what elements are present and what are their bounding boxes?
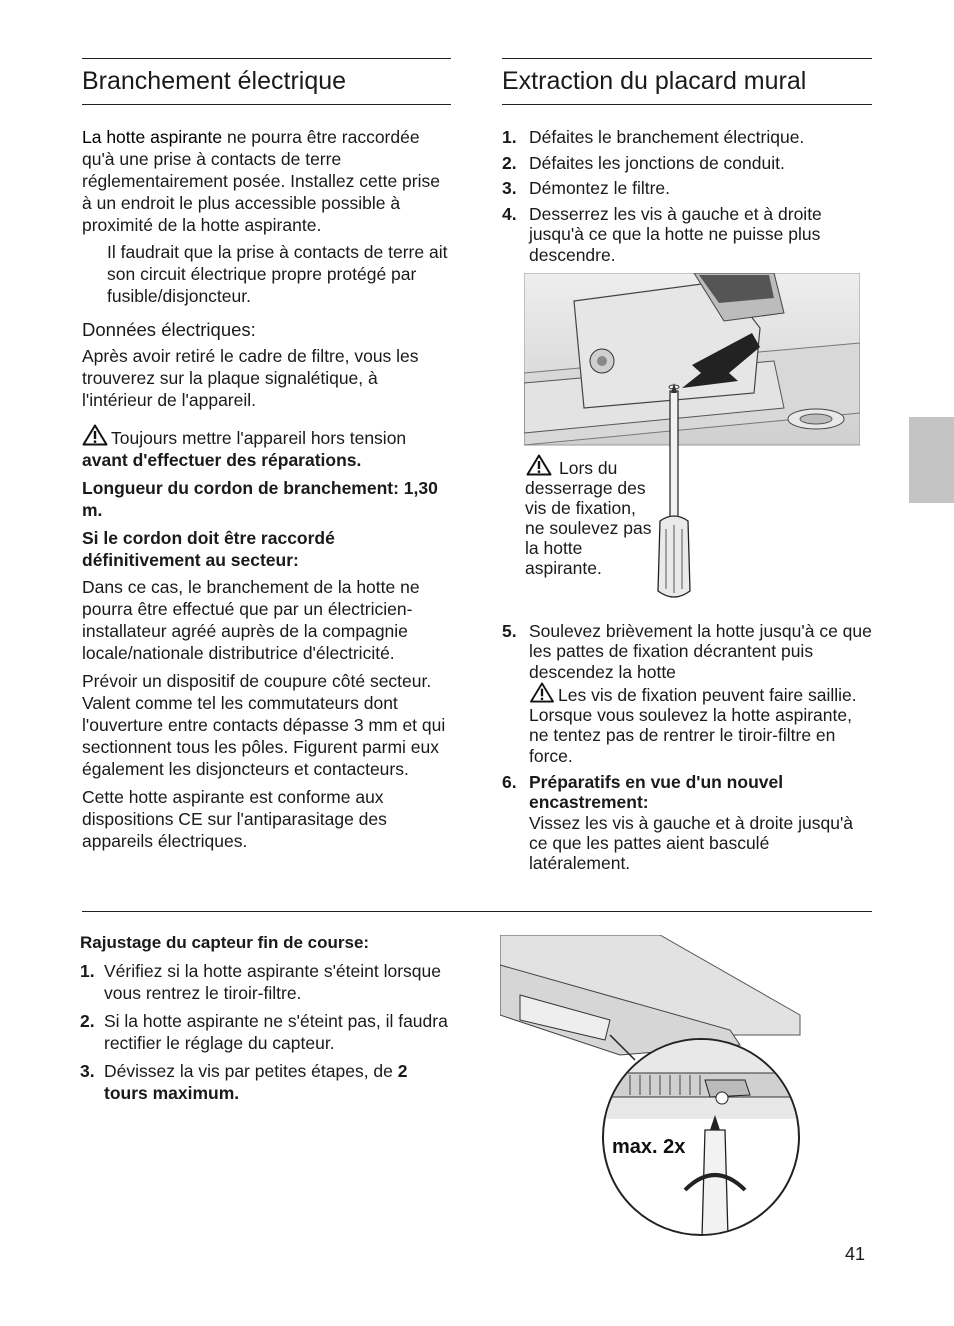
- section-divider: [82, 911, 872, 912]
- cord-length: Longueur du cordon de branchement: 1,30 m.: [82, 478, 438, 520]
- right-column: [502, 58, 872, 265]
- list-item: 2. Si la hotte aspirante ne s'éteint pas, il faudra rectifier le réglage du capteur.: [80, 1011, 448, 1053]
- rajustage-steps: [80, 960, 450, 1104]
- list-item: 2. Défaites les jonctions de conduit.: [502, 152, 785, 173]
- list-item: 5. Soulevez brièvement la hotte jusqu'à ce que les pattes de fixation décrantent puis descendez la hotte Les vis de fixation peuvent faire saillie. Lorsque vous soulevez la hotte aspirante, ne tentez pas de rentrer le tiroir-filtre en force.: [502, 621, 872, 766]
- list-item: 3. Dévissez la vis par petites étapes, de 2 tours maximum.: [80, 1061, 408, 1103]
- heading-extraction: Extraction du placard mural: [502, 58, 872, 105]
- figure-warning-text: Lors du desserrage des vis de fixation, ne soulevez pas la hotte aspirante.: [525, 458, 652, 578]
- list-item: 3. Démontez le filtre.: [502, 178, 671, 198]
- list-item: 1. Vérifiez si la hotte aspirante s'éteint lorsque vous rentrez le tiroir-filtre.: [80, 961, 441, 1003]
- warning-icon: [529, 682, 555, 703]
- list-item: 6. Préparatifs en vue d'un nouvel encastrement: Vissez les vis à gauche et à droite jusqu'à ce que les pattes aient basculé latéralement.: [502, 772, 854, 874]
- warning-icon: [82, 424, 108, 446]
- heading-branchement: Branchement électrique: [82, 58, 451, 105]
- list-item: 1. Défaites le branchement électrique.: [502, 127, 805, 147]
- page-number: 41: [845, 1244, 866, 1264]
- section-tab-marker: [909, 417, 954, 503]
- para-electricien: Dans ce cas, le branchement de la hotte ne pourra être effectué que par un électricien-installateur agréé auprès de la compagnie locale/nationale distributrice d'électricité.: [82, 577, 420, 663]
- warning-paragraph: [82, 424, 451, 471]
- figure-max-label: max. 2x: [612, 1136, 686, 1158]
- intro-note: Il faudrait que la prise à contacts de terre ait son circuit électrique propre protégé par fusible/disjoncteur.: [107, 242, 448, 306]
- cord-fixed: Si le cordon doit être raccordé définitivement au secteur:: [82, 528, 335, 570]
- extraction-steps-continued: [502, 621, 872, 874]
- extraction-steps: [502, 127, 872, 265]
- intro-bold: La hotte aspirante: [82, 127, 223, 147]
- left-column: [82, 58, 451, 852]
- donnees-text: Après avoir retiré le cadre de filtre, vous les trouverez sur la plaque signalétique, à l'intérieur de l'appareil.: [82, 346, 419, 410]
- bottom-column: [80, 932, 450, 1104]
- intro-rest: ne pourra être raccordée qu'à une prise à contacts de terre réglementairement posée. Installez cette prise à un endroit le plus accessible possible à proximité de la hotte aspirante.: [82, 127, 440, 235]
- para-coupure: Prévoir un dispositif de coupure côté secteur. Valent comme tel les commutateurs dont l'ouverture entre contacts dépasse 3 mm et qui sectionnent tous les pôles. Figurent parmi eux également les disjoncteurs et contacteurs.: [82, 671, 446, 779]
- right-column-lower: [502, 621, 872, 874]
- list-item: 4. Desserrez les vis à gauche et à droite jusqu'à ce que la hotte ne puisse plus descendre.: [502, 203, 822, 265]
- sensor-adjust-figure: [500, 935, 802, 1237]
- warning-icon: [525, 454, 553, 476]
- rajustage-heading: Rajustage du capteur fin de course:: [80, 933, 370, 952]
- figure-warning: [525, 454, 660, 578]
- para-conformite: Cette hotte aspirante est conforme aux dispositions CE sur l'antiparasitage des appareils électriques.: [82, 787, 387, 851]
- warning-bold: avant d'effectuer des réparations.: [82, 450, 362, 470]
- donnees-heading: Données électriques:: [82, 319, 256, 340]
- warning-text: Toujours mettre l'appareil hors tension: [111, 428, 407, 448]
- intro-paragraph: [82, 126, 451, 236]
